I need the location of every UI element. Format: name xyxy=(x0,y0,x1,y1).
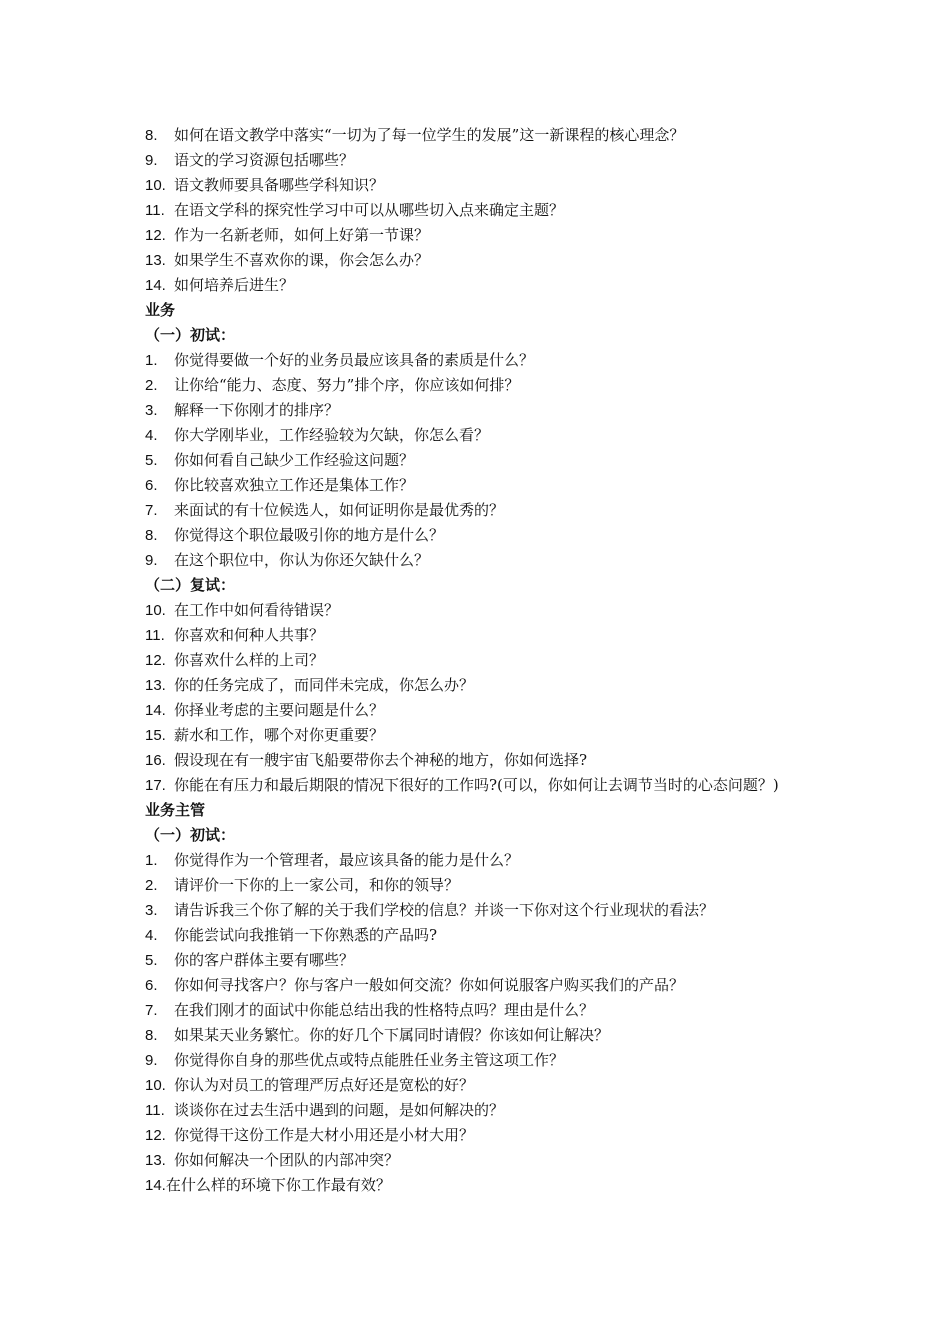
list-item xyxy=(145,598,825,623)
list-item xyxy=(145,1023,825,1048)
item-number: 1. xyxy=(145,852,158,869)
item-text: 语文的学习资源包括哪些？ xyxy=(174,151,355,169)
list-item xyxy=(145,1098,825,1123)
list-item xyxy=(145,723,825,748)
list-item xyxy=(145,673,825,698)
list-item xyxy=(145,973,825,998)
list-item xyxy=(145,698,825,723)
item-text: 请评价一下你的上一家公司，和你的领导？ xyxy=(174,876,460,894)
item-text: 你觉得作为一个管理者，最应该具备的能力是什么？ xyxy=(174,851,520,869)
item-number: 5. xyxy=(145,952,158,969)
item-text: 语文教师要具备哪些学科知识？ xyxy=(174,176,385,194)
list-item xyxy=(145,1148,825,1173)
section-heading-supervisor: 业务主管 xyxy=(145,801,206,819)
item-text: 假设现在有一艘宇宙飞船要带你去个神秘的地方，你如何选择? xyxy=(174,751,588,769)
subheading-second-round: （二）复试： xyxy=(145,576,236,594)
item-text: 你大学刚毕业，工作经验较为欠缺，你怎么看？ xyxy=(174,426,490,444)
item-number: 9. xyxy=(145,552,158,569)
item-text: 在语文学科的探究性学习中可以从哪些切入点来确定主题？ xyxy=(174,201,565,219)
list-item xyxy=(145,948,825,973)
item-number: 9. xyxy=(145,1052,158,1069)
list-item xyxy=(145,373,825,398)
item-text: 你觉得你自身的那些优点或特点能胜任业务主管这项工作？ xyxy=(174,1051,565,1069)
item-number: 6. xyxy=(145,977,158,994)
list-item xyxy=(145,223,825,248)
item-number: 3. xyxy=(145,402,158,419)
item-number: 7. xyxy=(145,502,158,519)
item-number: 4. xyxy=(145,427,158,444)
item-number: 14. xyxy=(145,277,166,294)
list-item xyxy=(145,623,825,648)
list-item xyxy=(145,173,825,198)
list-item xyxy=(145,548,825,573)
item-text: 你喜欢和何种人共事？ xyxy=(174,626,325,644)
item-text: 你择业考虑的主要问题是什么？ xyxy=(174,701,385,719)
item-text: 你觉得干这份工作是大材小用还是小材大用？ xyxy=(174,1126,475,1144)
item-number: 4. xyxy=(145,927,158,944)
item-number: 8. xyxy=(145,127,158,144)
list-item xyxy=(145,1173,825,1198)
item-number: 10. xyxy=(145,602,166,619)
list-item xyxy=(145,1123,825,1148)
item-text: 在这个职位中，你认为你还欠缺什么？ xyxy=(174,551,430,569)
item-number: 12. xyxy=(145,1127,166,1144)
item-text: 谈谈你在过去生活中遇到的问题，是如何解决的？ xyxy=(174,1101,505,1119)
item-number: 14. xyxy=(145,1177,166,1194)
list-item xyxy=(145,648,825,673)
list-item xyxy=(145,423,825,448)
item-text: 在我们刚才的面试中你能总结出我的性格特点吗？理由是什么？ xyxy=(174,1001,595,1019)
list-item xyxy=(145,848,825,873)
item-text: 你认为对员工的管理严厉点好还是宽松的好？ xyxy=(174,1076,475,1094)
item-number: 5. xyxy=(145,452,158,469)
item-text: 解释一下你刚才的排序？ xyxy=(174,401,340,419)
item-text: 你如何寻找客户？你与客户一般如何交流？你如何说服客户购买我们的产品？ xyxy=(174,976,685,994)
list-item xyxy=(145,473,825,498)
item-number: 1. xyxy=(145,352,158,369)
item-text: 你的任务完成了，而同伴未完成，你怎么办？ xyxy=(174,676,475,694)
item-text: 如何培养后进生？ xyxy=(174,276,295,294)
item-number: 10. xyxy=(145,1077,166,1094)
item-number: 13. xyxy=(145,1152,166,1169)
item-text: 你比较喜欢独立工作还是集体工作？ xyxy=(174,476,415,494)
item-number: 16. xyxy=(145,752,166,769)
item-number: 13. xyxy=(145,677,166,694)
item-number: 15. xyxy=(145,727,166,744)
item-number: 8. xyxy=(145,527,158,544)
list-item xyxy=(145,1073,825,1098)
section-heading-sales: 业务 xyxy=(145,301,176,319)
item-number: 11. xyxy=(145,627,165,644)
item-text: 作为一名新老师，如何上好第一节课？ xyxy=(174,226,430,244)
list-item xyxy=(145,248,825,273)
list-item xyxy=(145,273,825,298)
list-item xyxy=(145,123,825,148)
item-number: 11. xyxy=(145,202,165,219)
item-text: 让你给“能力、态度、努力”排个序，你应该如何排？ xyxy=(174,376,520,394)
list-item xyxy=(145,1048,825,1073)
item-text: 你如何解决一个团队的内部冲突？ xyxy=(174,1151,400,1169)
item-number: 7. xyxy=(145,1002,158,1019)
subheading-first-round: （一）初试： xyxy=(145,326,236,344)
item-text: 如果某天业务繁忙。你的好几个下属同时请假？你该如何让解决？ xyxy=(174,1026,610,1044)
item-number: 3. xyxy=(145,902,158,919)
item-number: 17. xyxy=(145,777,166,794)
list-item xyxy=(145,198,825,223)
item-text: 请告诉我三个你了解的关于我们学校的信息？并谈一下你对这个行业现状的看法？ xyxy=(174,901,715,919)
list-item xyxy=(145,748,825,773)
list-item xyxy=(145,448,825,473)
item-number: 8. xyxy=(145,1027,158,1044)
document-body xyxy=(145,123,825,1198)
item-text: 薪水和工作，哪个对你更重要？ xyxy=(174,726,385,744)
item-number: 2. xyxy=(145,377,158,394)
item-text: 你的客户群体主要有哪些？ xyxy=(174,951,355,969)
item-number: 12. xyxy=(145,652,166,669)
list-item xyxy=(145,498,825,523)
item-text: 你如何看自己缺少工作经验这问题？ xyxy=(174,451,415,469)
item-number: 10. xyxy=(145,177,166,194)
list-item xyxy=(145,398,825,423)
item-number: 13. xyxy=(145,252,166,269)
item-number: 11. xyxy=(145,1102,165,1119)
item-number: 12. xyxy=(145,227,166,244)
list-item xyxy=(145,923,825,948)
item-number: 9. xyxy=(145,152,158,169)
subheading-first-round: （一）初试： xyxy=(145,826,236,844)
item-text: 你能尝试向我推销一下你熟悉的产品吗? xyxy=(174,926,438,944)
list-item xyxy=(145,898,825,923)
item-number: 6. xyxy=(145,477,158,494)
list-item xyxy=(145,873,825,898)
item-number: 2. xyxy=(145,877,158,894)
item-text: 你觉得这个职位最吸引你的地方是什么？ xyxy=(174,526,445,544)
item-text: 你能在有压力和最后期限的情况下很好的工作吗?(可以，你如何让去调节当时的心态问题？) xyxy=(174,776,779,794)
list-item xyxy=(145,523,825,548)
list-item xyxy=(145,348,825,373)
item-text: 你喜欢什么样的上司？ xyxy=(174,651,325,669)
list-item xyxy=(145,148,825,173)
item-text: 来面试的有十位候选人，如何证明你是最优秀的？ xyxy=(174,501,505,519)
list-item xyxy=(145,773,825,798)
item-text: 你觉得要做一个好的业务员最应该具备的素质是什么？ xyxy=(174,351,535,369)
list-item xyxy=(145,998,825,1023)
item-text: 在什么样的环境下你工作最有效？ xyxy=(165,1176,391,1194)
item-text: 如何在语文教学中落实“一切为了每一位学生的发展”这一新课程的核心理念？ xyxy=(174,126,685,144)
item-text: 如果学生不喜欢你的课，你会怎么办？ xyxy=(174,251,430,269)
item-text: 在工作中如何看待错误？ xyxy=(174,601,340,619)
item-number: 14. xyxy=(145,702,166,719)
